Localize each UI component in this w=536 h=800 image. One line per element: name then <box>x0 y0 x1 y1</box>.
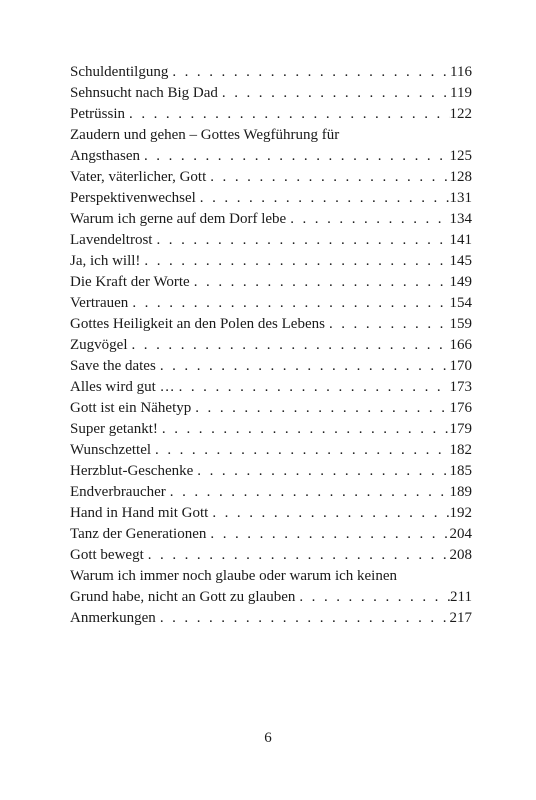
toc-entry-title: Ja, ich will! <box>70 253 141 269</box>
toc-entry-title: Save the dates <box>70 358 156 374</box>
dot-leader <box>193 461 449 482</box>
dot-leader <box>140 146 450 167</box>
toc-entry-page: 211 <box>450 589 472 605</box>
dot-leader <box>156 608 450 629</box>
dot-leader <box>175 377 450 398</box>
dot-leader <box>144 545 450 566</box>
dot-leader <box>190 272 450 293</box>
toc-entry-row <box>70 314 472 335</box>
toc-entry-row <box>70 335 472 356</box>
toc-entry-title: Vertrauen <box>70 295 129 311</box>
dot-leader <box>125 104 449 125</box>
dot-leader <box>196 188 450 209</box>
toc-entry-row <box>70 251 472 272</box>
toc-entry <box>70 314 472 335</box>
toc-entry-title: Sehnsucht nach Big Dad <box>70 85 218 101</box>
toc-entry <box>70 62 472 83</box>
toc-entry-title-line: Warum ich immer noch glaube oder warum ich keinen <box>70 568 398 584</box>
toc-entry-row <box>70 545 472 566</box>
toc-entry-page: 189 <box>449 484 472 500</box>
toc-entry-title: Warum ich gerne auf dem Dorf lebe <box>70 211 287 227</box>
toc-entry-title: Herzblut-Geschenke <box>70 463 194 479</box>
toc-entry-page: 192 <box>449 505 472 521</box>
toc-entry-row <box>70 524 472 545</box>
toc-entry-title: Alles wird gut … <box>70 379 175 395</box>
toc-entry <box>70 125 472 167</box>
dot-leader <box>156 356 450 377</box>
toc-entry <box>70 440 472 461</box>
toc-entry <box>70 608 472 629</box>
toc-entry-title: Vater, väterlicher, Gott <box>70 169 207 185</box>
toc-entry-title: Zugvögel <box>70 337 128 353</box>
toc-entry-title: Endverbraucher <box>70 484 166 500</box>
toc-entry-row <box>70 146 472 167</box>
dot-leader <box>325 314 450 335</box>
dot-leader <box>158 419 450 440</box>
toc-entry-page: 119 <box>450 85 472 101</box>
dot-leader <box>206 524 449 545</box>
dot-leader <box>128 335 450 356</box>
toc-entry-row <box>70 188 472 209</box>
toc-entry-page: 141 <box>449 232 472 248</box>
toc-entry <box>70 461 472 482</box>
toc-entry-title: Anmerkungen <box>70 610 156 626</box>
toc-entry <box>70 419 472 440</box>
toc-entry-row <box>70 62 472 83</box>
toc-entry-page: 208 <box>449 547 472 563</box>
dot-leader <box>208 503 449 524</box>
toc-entry-title: Gottes Heiligkeit an den Polen des Lebens <box>70 316 325 332</box>
toc-entry <box>70 83 472 104</box>
toc-entry-page: 128 <box>449 169 472 185</box>
toc-entry-page: 217 <box>449 610 472 626</box>
toc-entry-page: 179 <box>449 421 472 437</box>
toc-entry-row <box>70 377 472 398</box>
toc-entry-page: 125 <box>449 148 472 164</box>
toc-entry-row <box>70 440 472 461</box>
toc-entry <box>70 167 472 188</box>
dot-leader <box>140 251 449 272</box>
toc-entry-row <box>70 209 472 230</box>
dot-leader <box>152 230 449 251</box>
table-of-contents <box>70 62 472 629</box>
toc-entry-row <box>70 587 472 608</box>
toc-entry <box>70 503 472 524</box>
toc-entry-title: Wunschzettel <box>70 442 152 458</box>
toc-entry <box>70 335 472 356</box>
toc-entry-row <box>70 419 472 440</box>
toc-entry-page: 116 <box>450 64 472 80</box>
toc-entry <box>70 356 472 377</box>
toc-entry-title: Perspektivenwechsel <box>70 190 196 206</box>
toc-entry-row <box>70 503 472 524</box>
toc-entry-row <box>70 461 472 482</box>
toc-entry <box>70 482 472 503</box>
toc-entry-row <box>70 167 472 188</box>
toc-entry-page: 122 <box>449 106 472 122</box>
toc-entry <box>70 104 472 125</box>
page-number: 6 <box>264 730 272 746</box>
toc-entry-title: Petrüssin <box>70 106 126 122</box>
toc-entry-title: Hand in Hand mit Gott <box>70 505 209 521</box>
toc-entry-title: Schuldentilgung <box>70 64 169 80</box>
toc-entry <box>70 188 472 209</box>
toc-entry-page: 176 <box>449 400 472 416</box>
toc-entry-title: Die Kraft der Worte <box>70 274 190 290</box>
toc-entry-row <box>70 398 472 419</box>
toc-entry-page: 131 <box>449 190 472 206</box>
dot-leader <box>218 83 450 104</box>
toc-entry-page: 145 <box>449 253 472 269</box>
toc-entry-page: 170 <box>449 358 472 374</box>
dot-leader <box>168 62 450 83</box>
toc-entry <box>70 293 472 314</box>
dot-leader <box>128 293 449 314</box>
toc-entry <box>70 377 472 398</box>
toc-entry-row <box>70 293 472 314</box>
toc-entry-title: Super getankt! <box>70 421 158 437</box>
toc-entry-row <box>70 104 472 125</box>
toc-entry-page: 134 <box>449 211 472 227</box>
toc-entry <box>70 230 472 251</box>
toc-entry-row <box>70 272 472 293</box>
toc-entry <box>70 272 472 293</box>
toc-entry <box>70 545 472 566</box>
toc-entry-page: 204 <box>449 526 472 542</box>
dot-leader <box>166 482 450 503</box>
dot-leader <box>295 587 450 608</box>
toc-entry <box>70 398 472 419</box>
toc-entry-page: 154 <box>449 295 472 311</box>
toc-entry <box>70 209 472 230</box>
toc-entry <box>70 251 472 272</box>
dot-leader <box>151 440 449 461</box>
toc-entry-row <box>70 482 472 503</box>
dot-leader <box>206 167 449 188</box>
toc-entry-title: Gott ist ein Nähetyp <box>70 400 192 416</box>
toc-entry-title: Gott bewegt <box>70 547 144 563</box>
toc-entry-title: Tanz der Generationen <box>70 526 207 542</box>
toc-entry-page: 185 <box>449 463 472 479</box>
toc-entry <box>70 524 472 545</box>
toc-entry-page: 182 <box>449 442 472 458</box>
toc-entry-title-line: Zaudern und gehen – Gottes Wegführung für <box>70 127 340 143</box>
dot-leader <box>286 209 449 230</box>
toc-entry-title: Lavendeltrost <box>70 232 153 248</box>
toc-entry-page: 166 <box>449 337 472 353</box>
toc-entry-page: 173 <box>449 379 472 395</box>
toc-entry-title: Angsthasen <box>70 148 140 164</box>
toc-entry-row <box>70 83 472 104</box>
toc-entry-row <box>70 230 472 251</box>
toc-entry-page: 149 <box>449 274 472 290</box>
toc-entry-page: 159 <box>449 316 472 332</box>
toc-entry-row <box>70 356 472 377</box>
dot-leader <box>191 398 449 419</box>
toc-entry-title: Grund habe, nicht an Gott zu glauben <box>70 589 296 605</box>
toc-entry-row <box>70 608 472 629</box>
toc-entry <box>70 566 472 608</box>
